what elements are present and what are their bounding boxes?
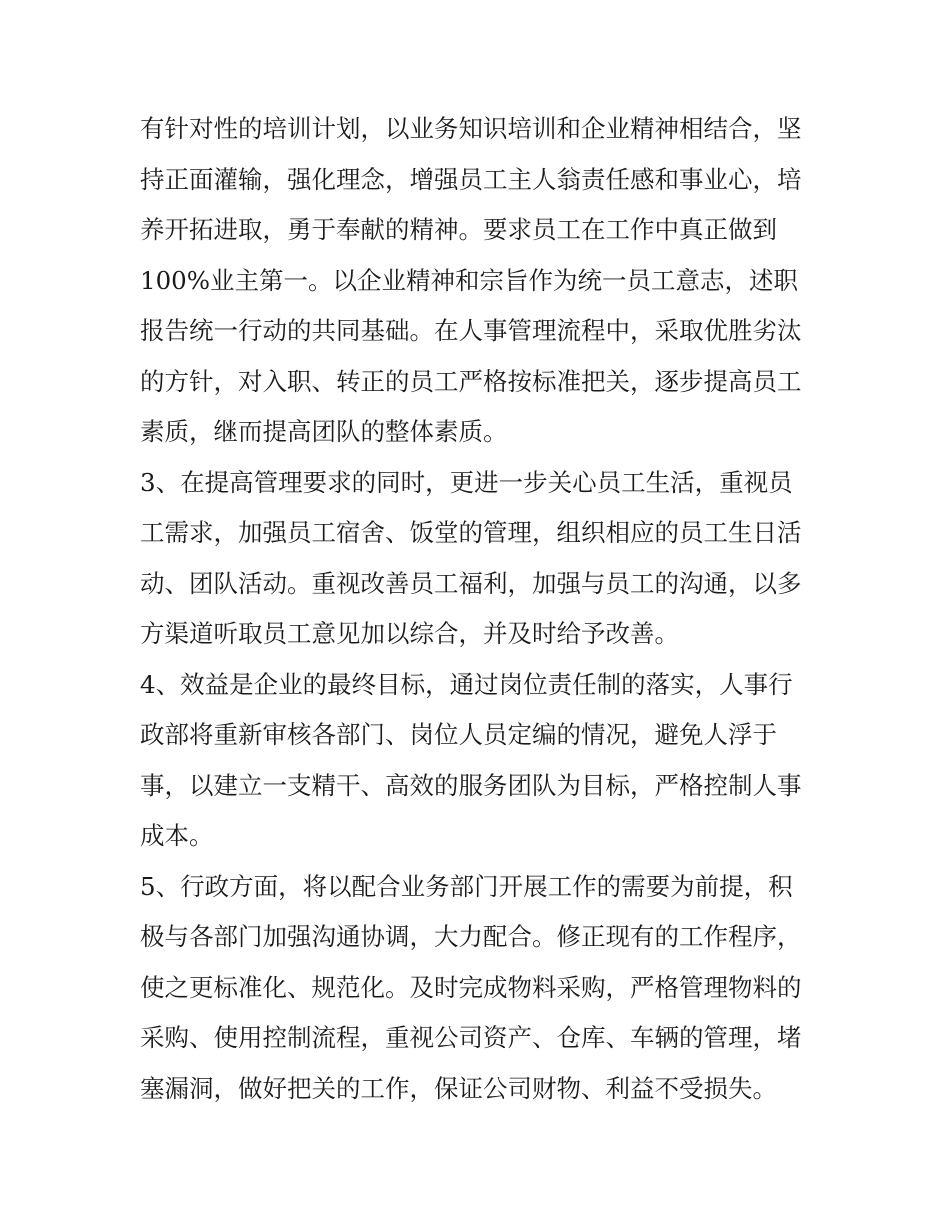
- text-line: 极与各部门加强沟通协调，大力配合。修正现有的工作程序，: [140, 922, 802, 951]
- text-line: 100%业主第一。以企业精神和宗旨作为统一员工意志，述职: [140, 265, 799, 295]
- paragraph-item-5: [140, 862, 820, 1115]
- paragraph-item-4: [140, 660, 820, 862]
- text-line: 报告统一行动的共同基础。在人事管理流程中，采取优胜劣汰: [140, 316, 802, 345]
- text-line: 素质，继而提高团队的整体素质。: [140, 417, 508, 446]
- text-line: 工需求，加强员工宿舍、饭堂的管理，组织相应的员工生日活: [140, 518, 802, 547]
- paragraph-training-plan: [140, 104, 820, 458]
- text-line: 塞漏洞，做好把关的工作，保证公司财物、利益不受损失。: [140, 1073, 777, 1103]
- text-line: 动、团队活动。重视改善员工福利，加强与员工的沟通，以多: [140, 568, 802, 598]
- text-line: 养开拓进取，勇于奉献的精神。要求员工在工作中真正做到: [140, 215, 777, 244]
- text-line: 事，以建立一支精干、高效的服务团队为目标，严格控制人事: [140, 770, 802, 800]
- text-line: 成本。: [140, 821, 214, 850]
- text-line: 政部将重新审核各部门、岗位人员定编的情况，避免人浮于: [140, 720, 777, 749]
- text-line: 有针对性的培训计划，以业务知识培训和企业精神相结合，坚: [140, 114, 802, 143]
- document-body: [140, 104, 820, 1114]
- text-line: 4、效益是企业的最终目标，通过岗位责任制的落实，人事行: [140, 669, 793, 699]
- text-line: 方渠道听取员工意见加以综合，并及时给予改善。: [140, 619, 679, 648]
- text-line: 使之更标准化、规范化。及时完成物料采购，严格管理物料的: [140, 972, 802, 1002]
- text-line: 5、行政方面，将以配合业务部门开展工作的需要为前提，积: [140, 871, 793, 901]
- paragraph-item-3: [140, 458, 820, 660]
- text-line: 的方针，对入职、转正的员工严格按标准把关，逐步提高员工: [140, 366, 802, 396]
- text-line: 持正面灌输，强化理念，增强员工主人翁责任感和事业心，培: [140, 164, 802, 194]
- text-line: 3、在提高管理要求的同时，更进一步关心员工生活，重视员: [140, 467, 793, 497]
- text-line: 采购、使用控制流程，重视公司资产、仓库、车辆的管理，堵: [140, 1023, 802, 1052]
